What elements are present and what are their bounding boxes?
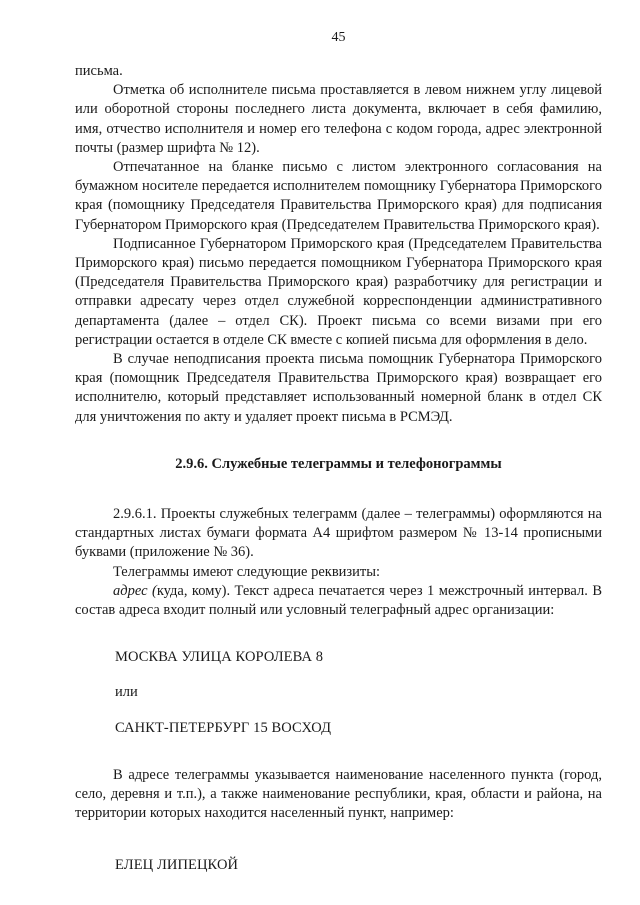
address-example-moscow: МОСКВА УЛИЦА КОРОЛЕВА 8 — [115, 649, 324, 666]
address-separator-or: или — [115, 684, 138, 701]
address-example-spb: САНКТ-ПЕТЕРБУРГ 15 ВОСХОД — [115, 719, 332, 736]
paragraph-settlement-name: В адресе телеграммы указывается наименование населенного пункта (город, село, деревня и т.п.), а также наименование республики, края, области и района, на территории которых находится населенный пункт, например: — [75, 766, 602, 822]
paragraph-telegram-requisites: Телеграммы имеют следующие реквизиты: — [113, 563, 381, 580]
paragraph-telegram-drafts: 2.9.6.1. Проекты служебных телеграмм (далее – телеграммы) оформляются на стандартных листах бумаги формата А4 шрифтом размером № 13-14 прописными буквами (приложение № 36). — [75, 506, 602, 561]
address-example-elets: ЕЛЕЦ ЛИПЕЦКОЙ — [115, 856, 239, 873]
paragraph-address-requisite — [75, 582, 602, 620]
document-body — [75, 62, 602, 875]
paragraph-continuation: письма. — [75, 63, 123, 79]
page-number: 45 — [331, 30, 346, 45]
address-term: адрес ( — [113, 582, 157, 599]
section-heading: 2.9.6. Служебные телеграммы и телефонограммы — [175, 455, 502, 472]
paragraph-signed-letter: Подписанное Губернатором Приморского края (Председателем Правительства Приморского края) письмо передается помощником Губернатора Приморского края (Председателя Правительства Приморского края) разработчику для регистрации и отправки адресату через отдел служебной корреспонденции административного департамента (далее – отдел СК). Проект письма со всеми визами при его регистрации остается в отделе СК вместе с копией письма для оформления в дело. — [75, 235, 602, 348]
paragraph-printed-letter: Отпечатанное на бланке письмо с листом электронного согласования на бумажном носителе передается исполнителем помощнику Губернатора Приморского края (помощнику Председателя Правительства Приморского края) для подписания Губернатором Приморского края (Председателем Правительства Приморского края). — [75, 159, 602, 233]
paragraph-executor-mark: Отметка об исполнителе письма проставляется в левом нижнем углу лицевой или оборотной стороны последнего листа документа, включает в себя фамилию, имя, отчество исполнителя и номер его телефона с кодом города, адрес электронной почты (размер шрифта № 12). — [75, 82, 602, 156]
paragraph-unsigned-letter: В случае неподписания проекта письма помощник Губернатора Приморского края (помощник Председателя Правительства Приморского края) возвращает его исполнителю, который представляет использованный номерной бланк в отдел СК для уничтожения по акту и удаляет проект письма в РСМЭД. — [75, 351, 602, 425]
address-description: куда, кому). Текст адреса печатается через 1 межстрочный интервал. В состав адреса входит полный или условный телеграфный адрес организации: — [75, 582, 602, 619]
document-page — [75, 0, 602, 905]
